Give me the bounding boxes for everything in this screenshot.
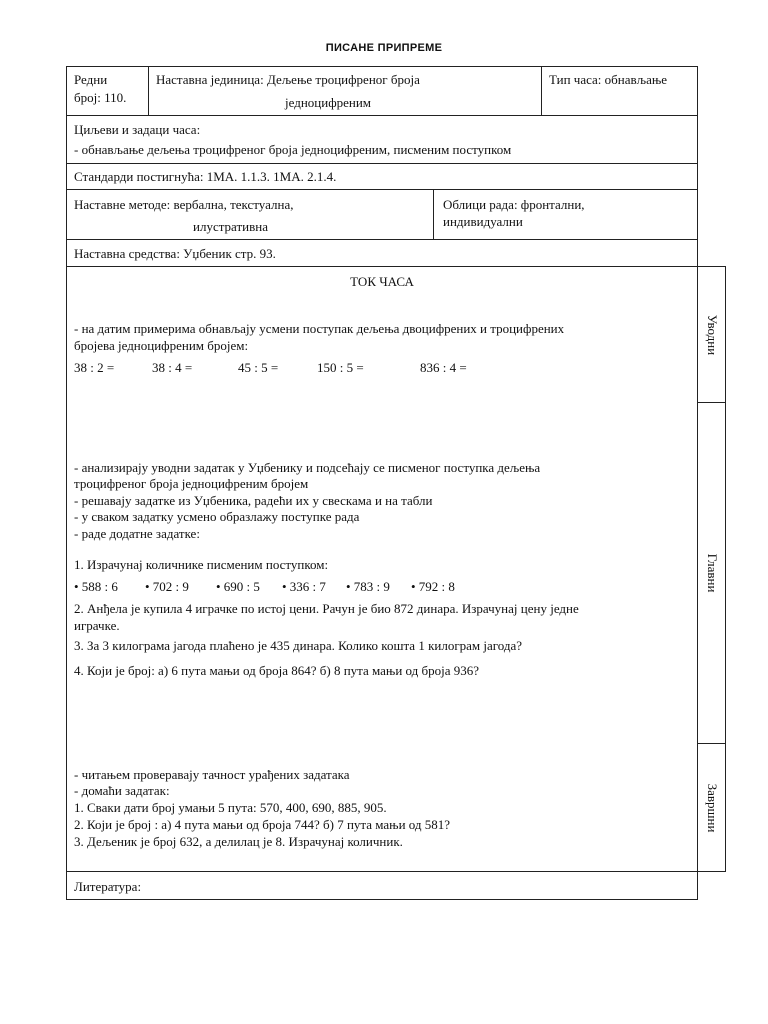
uvodni-example: 38 : 4 = <box>152 360 193 375</box>
task-1: 1. Израчунај количнике писменим поступком: <box>74 557 329 572</box>
glavni-line: - решавају задатке из Уџбеника, радећи их у свескама и на табли <box>74 493 433 508</box>
nastavna-jedinica-2: једноцифреним <box>285 95 372 110</box>
metode-1: Наставне методе: вербална, текстуална, <box>74 197 294 212</box>
ciljevi-label: Циљеви и задаци часа: <box>74 122 201 137</box>
redni-label-2: број: 110. <box>74 90 127 105</box>
glavni-line: - у сваком задатку усмено образлажу поступке рада <box>74 509 360 524</box>
glavni-line: - анализирају уводни задатак у Уџбенику и подсећају се писменог поступка дељења <box>74 460 541 475</box>
row-literatura <box>66 871 698 900</box>
uvodni-line-1: - на датим примерима обнављају усмени поступак дељења двоцифрених и троцифрених <box>74 321 565 336</box>
ciljevi-item: - обнављање дељења троцифреног броја једноцифреним, писменим поступком <box>74 142 512 157</box>
zavrsni-line: - читањем проверавају тачност урађених задатака <box>74 767 350 782</box>
literatura: Литература: <box>74 879 142 894</box>
uvodni-example: 836 : 4 = <box>420 360 467 375</box>
side-label-glavni <box>697 402 726 744</box>
glavni-line: троцифреног броја једноцифреним бројем <box>74 476 309 491</box>
uvodni-example: 38 : 2 = <box>74 360 115 375</box>
zavrsni-line: 1. Сваки дати број умањи 5 пута: 570, 400, 690, 885, 905. <box>74 800 387 815</box>
uvodni-example: 150 : 5 = <box>317 360 364 375</box>
page-title: ПИСАНЕ ПРИПРЕМЕ <box>325 42 443 54</box>
zavrsni-line: - домаћи задатак: <box>74 783 170 798</box>
uvodni-example: 45 : 5 = <box>238 360 279 375</box>
task-2-line-1: 2. Анђела је купила 4 играчке по истој цени. Рачун је био 872 динара. Израчунај цену једне <box>74 601 579 616</box>
task-1-item: • 690 : 5 <box>216 579 260 594</box>
redni-label-1: Редни <box>74 72 108 87</box>
tok-casa-heading: ТОК ЧАСА <box>350 274 414 289</box>
standardi: Стандарди постигнућа: 1МА. 1.1.3. 1МА. 2.1.4. <box>74 169 337 184</box>
zavrsni-line: 3. Дељеник је број 632, а делилац је 8. Израчунај количник. <box>74 834 403 849</box>
uvodni-line-2: бројева једноцифреним бројем: <box>74 338 249 353</box>
zavrsni-line: 2. Који је број : а) 4 пута мањи од броја 744? б) 7 пута мањи од 581? <box>74 817 451 832</box>
task-1-item: • 792 : 8 <box>411 579 455 594</box>
task-1-item: • 336 : 7 <box>282 579 326 594</box>
side-label-zavrsni <box>697 743 726 872</box>
oblici-2: индивидуални <box>443 214 523 229</box>
task-1-item: • 783 : 9 <box>346 579 390 594</box>
glavni-line: - раде додатне задатке: <box>74 526 200 541</box>
task-3: 3. За 3 килограма јагода плаћено је 435 динара. Колико кошта 1 килограм јагода? <box>74 638 523 653</box>
task-4: 4. Који је број: а) 6 пута мањи од броја 864? б) 8 пута мањи од броја 936? <box>74 663 480 678</box>
glavni-label: Главни <box>704 553 720 593</box>
task-1-item: • 588 : 6 <box>74 579 118 594</box>
task-1-item: • 702 : 9 <box>145 579 189 594</box>
side-label-uvodni <box>697 266 726 403</box>
metode-2: илустративна <box>193 219 268 234</box>
tip-casa: Тип часа: обнављање <box>549 72 668 87</box>
oblici-1: Облици рада: фронтални, <box>443 197 585 212</box>
zavrsni-label: Завршни <box>704 783 720 832</box>
uvodni-label: Уводни <box>704 314 720 355</box>
nastavna-jedinica-1: Наставна јединица: Дељење троцифреног броја <box>156 72 420 87</box>
sredstva: Наставна средства: Уџбеник стр. 93. <box>74 246 276 261</box>
task-2-line-2: играчке. <box>74 618 120 633</box>
